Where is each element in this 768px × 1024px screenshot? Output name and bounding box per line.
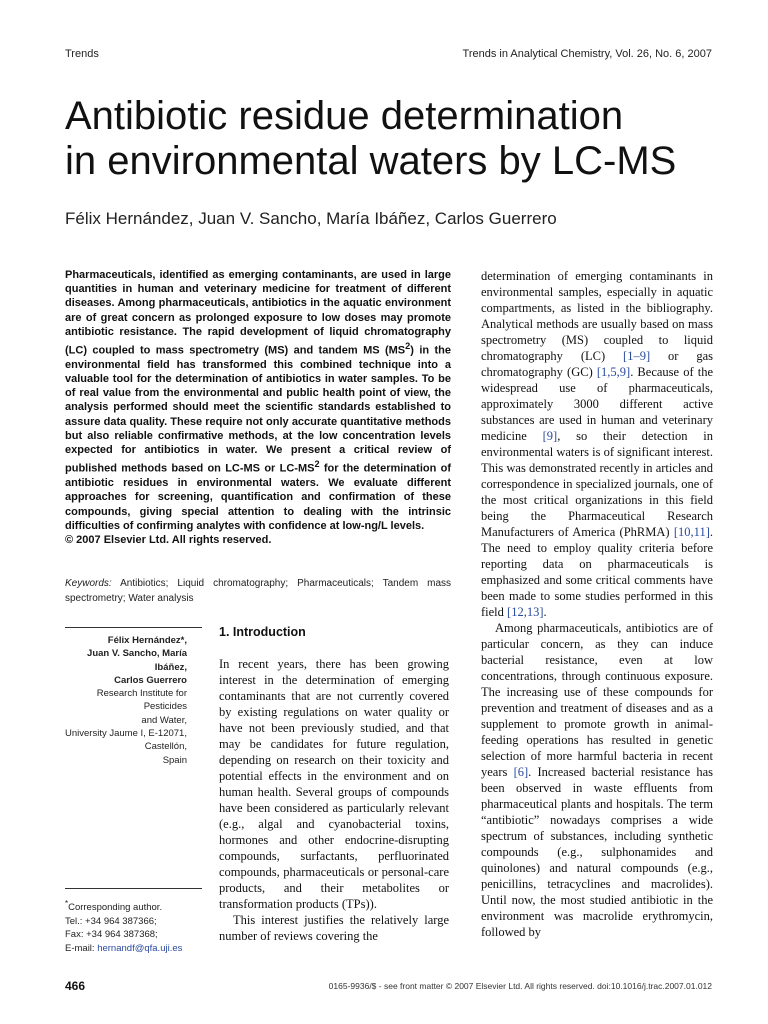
- affil-inst-4: Castellón,: [144, 741, 187, 753]
- citation-link[interactable]: [6]: [513, 765, 529, 779]
- abstract-sup-1: 2: [405, 341, 411, 352]
- footnote-divider: [65, 888, 202, 889]
- citation-link[interactable]: [1–9]: [623, 349, 651, 363]
- keywords-list: Antibiotics; Liquid chromatography; Pharmaceuticals; Tandem mass spectrometry; Water analysis: [65, 578, 451, 604]
- right-text: . The need to employ quality criteria before reporting data on pharmaceuticals is emphasized and some critical comments have been made to some studies performed in this field: [481, 525, 713, 619]
- affil-inst-2: and Water,: [141, 714, 187, 726]
- corr-email-label: E-mail:: [65, 942, 98, 954]
- page-number: 466: [65, 979, 86, 993]
- corresponding-author-note: [65, 897, 225, 955]
- article-title: [65, 94, 725, 184]
- right-paragraph-2: [481, 620, 713, 940]
- affil-inst-1: Research Institute for Pesticides: [96, 688, 187, 713]
- author-affiliation: [65, 634, 187, 767]
- footer-issn-doi: 0165-9936/$ - see front matter © 2007 Elsevier Ltd. All rights reserved. doi:10.1016/j.trac.2007.01.012: [328, 981, 712, 991]
- abstract-text-2: ) in the environmental field has transformed this combined technique into a valuable tool for the determination of antibiotics in water samples. To be of real value from the environmental and public health point of view, the analysis performed should meet the scientific standards established to assure data quality. These require not only accurate quantitative methods but also reliable confirmative methods, at the low concentration levels expected for antibiotics in water. We present a critical review of published methods based on LC-MS or LC-MS: [65, 344, 451, 475]
- intro-paragraph-2: This interest justifies the relatively large number of reviews covering the: [219, 913, 449, 943]
- affil-inst-5: Spain: [162, 754, 187, 766]
- citation-link[interactable]: [10,11]: [673, 525, 710, 539]
- right-text: determination of emerging contaminants in environmental samples, especially in aquatic compartments, as listed in the bibliography. Analytical methods are usually based on mass spectrometry (MS) coupled to liquid chromatography (LC): [481, 269, 713, 363]
- keywords: [65, 576, 451, 606]
- intro-paragraph-1: In recent years, there has been growing interest in the determination of emerging contaminants that are not currently covered by existing regulations on water quality or have not been previously studied, and that may be candidates for future regulation, depending on research on their toxicity and potential effects in the environment and on human health. Several groups of compounds have been considered as particularly relevant (e.g., algal and cyanobacterial toxins, hormones and other endocrine-disrupting compounds, surfactants, perfluorinated compounds, pharmaceuticals or personal-care products, and their metabolites or transformation products (TPs)).: [219, 657, 449, 911]
- affil-inst-3: University Jaume I, E-12071,: [65, 728, 187, 740]
- citation-link[interactable]: [12,13]: [507, 605, 544, 619]
- right-column: [481, 268, 713, 940]
- affil-names-1: Félix Hernández*,: [107, 635, 187, 646]
- right-text: .: [543, 605, 547, 619]
- abstract-copyright: © 2007 Elsevier Ltd. All rights reserved.: [65, 533, 272, 546]
- right-paragraph-1: [481, 268, 713, 620]
- running-head-section: Trends: [65, 48, 99, 60]
- corr-label: Corresponding author.: [68, 902, 163, 914]
- running-head-journal: Trends in Analytical Chemistry, Vol. 26, No. 6, 2007: [462, 48, 712, 60]
- title-line-2: in environmental waters by LC-MS: [65, 139, 677, 183]
- citation-link[interactable]: [1,5,9]: [596, 365, 631, 379]
- right-text: or gas chromatography (GC): [481, 349, 713, 379]
- corr-tel: Tel.: +34 964 387366;: [65, 915, 157, 927]
- middle-column: [219, 656, 449, 944]
- corr-fax: Fax: +34 964 387368;: [65, 929, 158, 941]
- corr-star: *: [65, 899, 69, 908]
- right-text: . Because of the widespread use of pharmaceuticals, approximately 3000 different active substances are used in human and veterinary medicine: [481, 365, 714, 443]
- section-heading: 1. Introduction: [219, 625, 306, 639]
- abstract-text-3: for the determination of antibiotic residues in environmental waters. We evaluate different approaches for screening, quantification and confirmation of these compounds, giving special attention to dealing with the intrinsic difficulties of confirming analytes with confidence at low-ng/L levels.: [65, 462, 452, 532]
- abstract-sup-2: 2: [314, 459, 320, 470]
- affil-names-2: Juan V. Sancho, María Ibáñez,: [87, 648, 187, 673]
- right-text: . Increased bacterial resistance has been observed in waste effluents from pharmaceutical plants and hospitals. The term “antibiotic” nowadays comprises a wide spectrum of substances, including synthetic compounds (e.g., sulphonamides and quinolones) and natural compounds (e.g., penicillins, tetracyclines and macrolides). Until now, the most studied antibiotic in the environment was macrolide erythromycin, followed by: [481, 765, 713, 939]
- title-line-1: Antibiotic residue determination: [65, 94, 624, 138]
- right-text: , so their detection in environmental waters is of significant interest. This was demonstrated recently in articles and correspondence in specialized journals, one of the most critical organizations in this field being the Pharmaceutical Research Manufacturers of America (PhRMA): [481, 429, 713, 539]
- author-list: Félix Hernández, Juan V. Sancho, María Ibáñez, Carlos Guerrero: [65, 209, 557, 228]
- right-text: Among pharmaceuticals, antibiotics are of particular concern, as they can induce bacterial resistance, even at low concentrations, through continuous exposure. The increasing use of these compounds for prevention and treatment of diseases and as a supplement to promote growth in animal-feeding operations has resulted in genetic selection of more harmful bacteria in recent years: [481, 621, 713, 779]
- citation-link[interactable]: [9]: [542, 429, 558, 443]
- affiliation-divider: [65, 627, 202, 628]
- corr-email-link[interactable]: hernandf@qfa.uji.es: [97, 942, 183, 954]
- affil-names-3: Carlos Guerrero: [114, 674, 187, 686]
- abstract-text-1: Pharmaceuticals, identified as emerging contaminants, are used in large quantities in human and veterinary medicine for treatment of different diseases. Among pharmaceuticals, antibiotics in the aquatic environment are of great concern as prolonged exposure to low doses may promote antibiotic resistance. The rapid development of liquid chromatography (LC) coupled to mass spectrometry (MS) and tandem MS (MS: [65, 269, 451, 357]
- keywords-label: Keywords:: [65, 578, 112, 589]
- abstract: [65, 268, 451, 547]
